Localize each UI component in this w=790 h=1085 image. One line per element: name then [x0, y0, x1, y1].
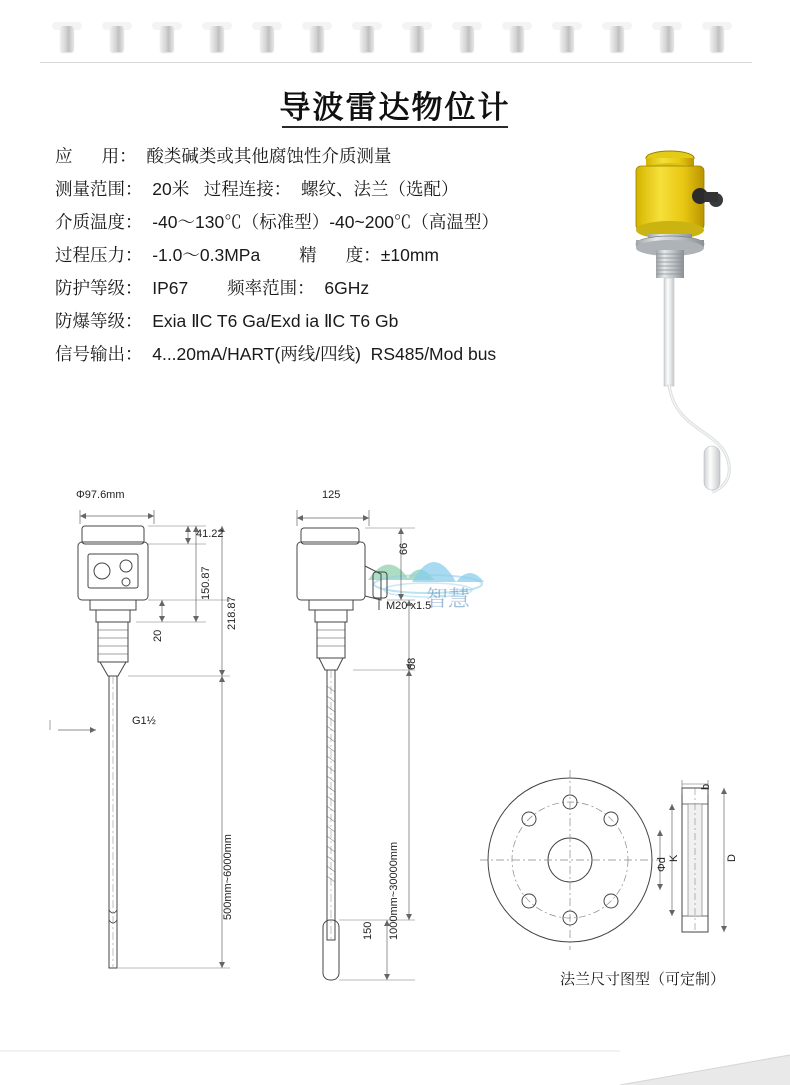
binding-ring [560, 26, 574, 52]
binding-ring [360, 26, 374, 52]
binding-ring [260, 26, 274, 52]
cable-entry-label: M20 x1.5 [386, 600, 432, 612]
flange-D-label: D [726, 854, 738, 862]
dim-150-label: 150 [362, 921, 374, 940]
flange-b-label: b [700, 783, 712, 790]
page-bottom-edge [0, 1025, 790, 1085]
binding-ring [210, 26, 224, 52]
spec-protection-class: 防护等级： IP67 频率范围： 6GHz [55, 278, 370, 298]
spec-process-pressure: 过程压力： -1.0～0.3MPa 精 度：±10mm [55, 245, 439, 265]
binding-ring [110, 26, 124, 52]
flange-caption: 法兰尺寸图型（可定制） [560, 971, 726, 988]
page-title: 导波雷达物位计 [279, 90, 511, 125]
binding-ring [460, 26, 474, 52]
drawing-cable-probe [265, 480, 455, 1020]
binding-ring [610, 26, 624, 52]
binding-ring [60, 26, 74, 52]
binding-divider [40, 62, 752, 63]
dim-125-label: 125 [322, 489, 341, 501]
dim-diameter-label: Φ97.6mm [76, 489, 125, 501]
binding-ring [710, 26, 724, 52]
spec-measuring-range: 测量范围： 20米 过程连接： 螺纹、法兰（选配） [55, 179, 459, 199]
thread-size-label: G1½ [132, 715, 156, 727]
drawing-threaded-rod-probe [30, 480, 270, 1020]
flange-K-label: K [668, 854, 680, 862]
drawing-flange [480, 770, 740, 960]
spec-application: 应 用： 酸类碱类或其他腐蚀性介质测量 [55, 146, 392, 166]
flange-d-label: Φd [656, 857, 668, 872]
product-photo [600, 130, 780, 500]
spec-explosion-proof: 防爆等级： Exia ⅡC T6 Ga/Exd ia ⅡC T6 Gb [55, 311, 399, 331]
binding-ring [310, 26, 324, 52]
probe-length-label: 500mm~6000mm [222, 834, 234, 920]
binding-ring [660, 26, 674, 52]
spec-medium-temp: 介质温度： -40～130℃（标准型）-40~200℃（高温型） [55, 212, 499, 232]
binding-ring [410, 26, 424, 52]
watermark-text: 智慧 [426, 586, 471, 611]
cable-length-label: 1000mm~30000mm [388, 841, 400, 940]
binding-ring [160, 26, 174, 52]
binding-ring [510, 26, 524, 52]
notebook-binding [0, 0, 790, 74]
dim-150-label: 150.87 [200, 566, 212, 600]
specification-list [55, 148, 655, 379]
dim-218-label: 218.87 [226, 596, 238, 630]
spec-signal-output: 信号输出： 4...20mA/HART(两线/四线) RS485/Mod bus [55, 344, 497, 364]
title-underline [282, 126, 508, 128]
dim-41-label: 41.22 [196, 528, 224, 540]
dim-20-label: 20 [152, 629, 164, 642]
dim-66-label: 66 [398, 542, 410, 555]
dim-68-label: 68 [406, 657, 418, 670]
